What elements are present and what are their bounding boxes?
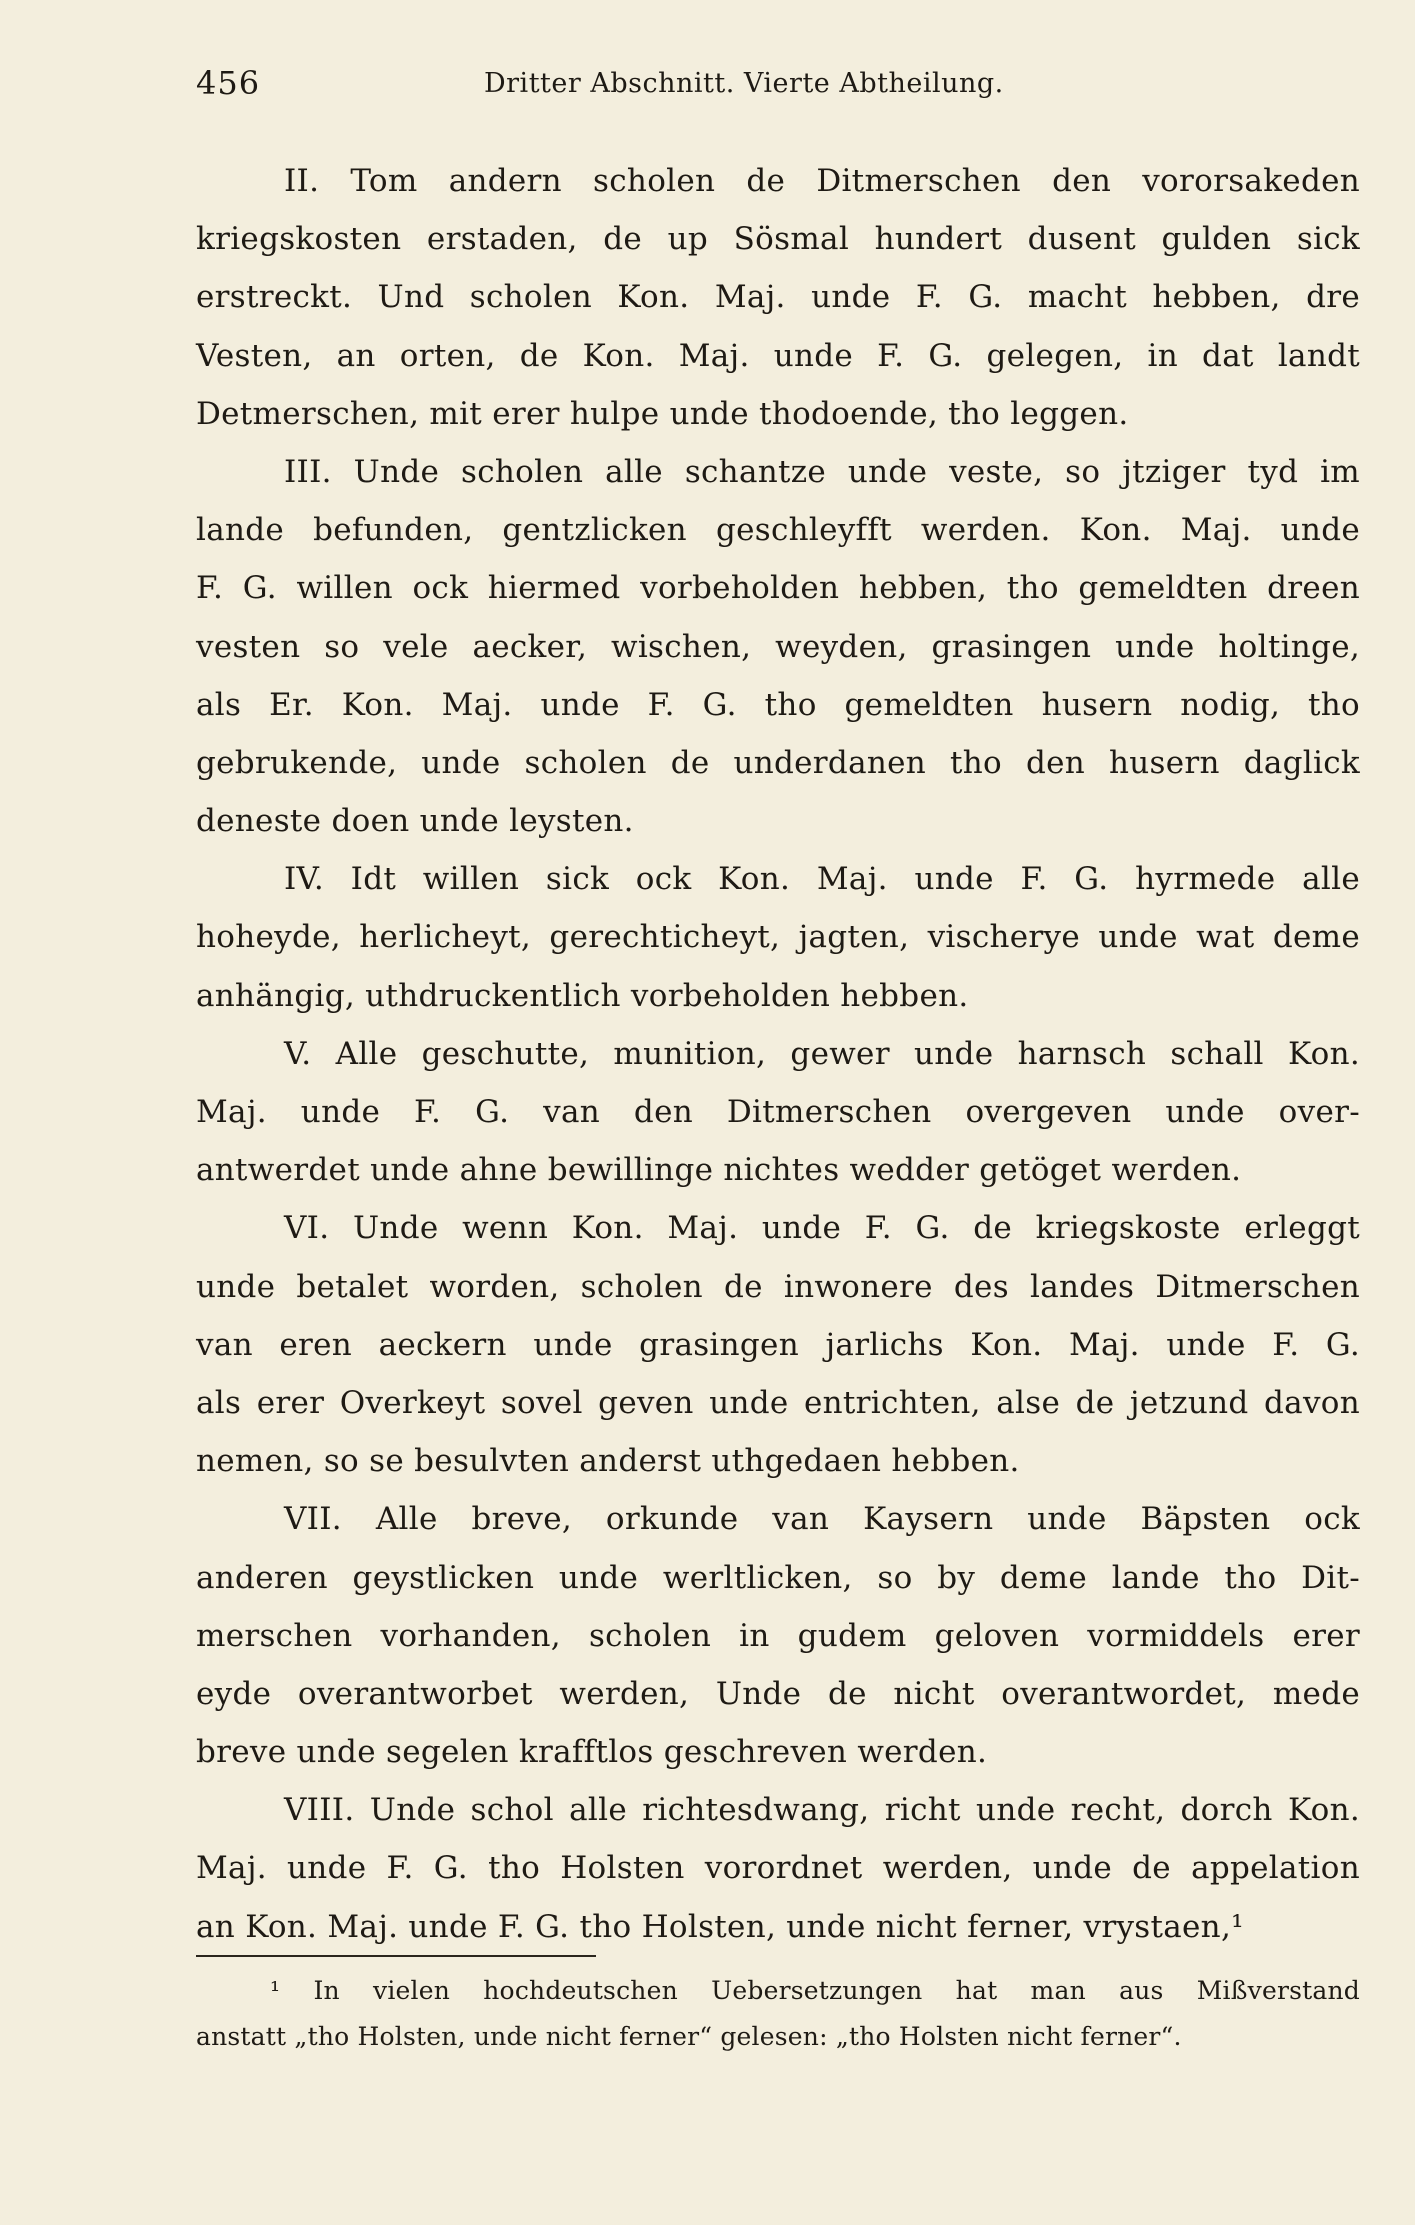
article-8-start: VIII. Unde schol alle richtesdwang, richt unde recht, dorch Kon. (284, 1792, 1360, 1829)
text-line: Maj. unde F. G. tho Holsten vorordnet werden, unde de appelation (196, 1850, 1360, 1887)
text-line: vesten so vele aecker, wischen, weyden, grasingen unde holtinge, (196, 628, 1360, 665)
text-line: anhängig, uthdruckentlich vorbeholden hebben. (196, 977, 969, 1014)
article-7-start: VII. Alle breve, orkunde van Kaysern unde Bäpsten ock (284, 1501, 1360, 1538)
text-line: Maj. unde F. G. van den Ditmerschen overgeven unde over- (196, 1094, 1360, 1130)
text-line: deneste doen unde leysten. (196, 803, 634, 840)
text-line: anderen geystlicken unde werltlicken, so by deme lande tho Dit- (196, 1559, 1360, 1596)
text-line: an Kon. Maj. unde F. G. tho Holsten, unde nicht ferner, vrystaen,¹ (196, 1908, 1244, 1945)
text-line: lande befunden, gentzlicken geschleyfft werden. Kon. Maj. unde (196, 512, 1360, 549)
footnote-line: anstatt „tho Holsten, unde nicht ferner“ gelesen: „tho Holsten nicht ferner“. (196, 2022, 1182, 2051)
text-line: als erer Overkeyt sovel geven unde entrichten, alse de jetzund davon (196, 1384, 1360, 1421)
article-2-start: II. Tom andern scholen de Ditmerschen den vororsakeden (284, 163, 1360, 199)
text-line: hoheyde, herlicheyt, gerechticheyt, jagten, vischerye unde wat deme (196, 919, 1360, 956)
article-5-start: V. Alle geschutte, munition, gewer unde harnsch schall Kon. (284, 1035, 1360, 1072)
text-line: Vesten, an orten, de Kon. Maj. unde F. G. gelegen, in dat landt (196, 337, 1360, 374)
footnote-line: ¹ In vielen hochdeutschen Uebersetzungen hat man aus Mißverstand (270, 1976, 1360, 2005)
text-line: erstreckt. Und scholen Kon. Maj. unde F. G. macht hebben, dre (196, 279, 1360, 316)
text-line: nemen, so se besulvten anderst uthgedaen hebben. (196, 1443, 1020, 1480)
text-line: F. G. willen ock hiermed vorbeholden hebben, tho gemeldten dreen (196, 570, 1360, 607)
article-3-start: III. Unde scholen alle schantze unde veste, so jtziger tyd im (284, 453, 1360, 490)
footnotes (196, 1968, 1360, 2060)
text-line: als Er. Kon. Maj. unde F. G. tho gemeldten husern nodig, tho (196, 686, 1360, 723)
page-number: 456 (196, 64, 261, 102)
text-line: antwerdet unde ahne bewillinge nichtes wedder getöget werden. (196, 1152, 1242, 1189)
article-4-start: IV. Idt willen sick ock Kon. Maj. unde F. G. hyrmede alle (284, 861, 1360, 898)
running-title: Dritter Abschnitt. Vierte Abtheilung. (484, 68, 1004, 99)
running-header (196, 64, 1376, 104)
article-6-start: VI. Unde wenn Kon. Maj. unde F. G. de kriegskoste erleggt (284, 1210, 1360, 1247)
text-line: van eren aeckern unde grasingen jarlichs Kon. Maj. unde F. G. (196, 1326, 1360, 1363)
footnote-divider (196, 1955, 596, 1957)
text-line: merschen vorhanden, scholen in gudem geloven vormiddels erer (196, 1617, 1360, 1654)
text-line: kriegskosten erstaden, de up Sösmal hundert dusent gulden sick (196, 221, 1360, 258)
text-line: eyde overantworbet werden, Unde de nicht overantwordet, mede (196, 1675, 1360, 1712)
text-line: Detmerschen, mit erer hulpe unde thodoende, tho leggen. (196, 395, 1129, 432)
text-line: breve unde segelen krafftlos geschreven werden. (196, 1734, 988, 1771)
text-line: gebrukende, unde scholen de underdanen tho den husern daglick (196, 744, 1360, 781)
text-line: unde betalet worden, scholen de inwonere des landes Ditmerschen (196, 1268, 1360, 1305)
body-text (196, 152, 1360, 1956)
